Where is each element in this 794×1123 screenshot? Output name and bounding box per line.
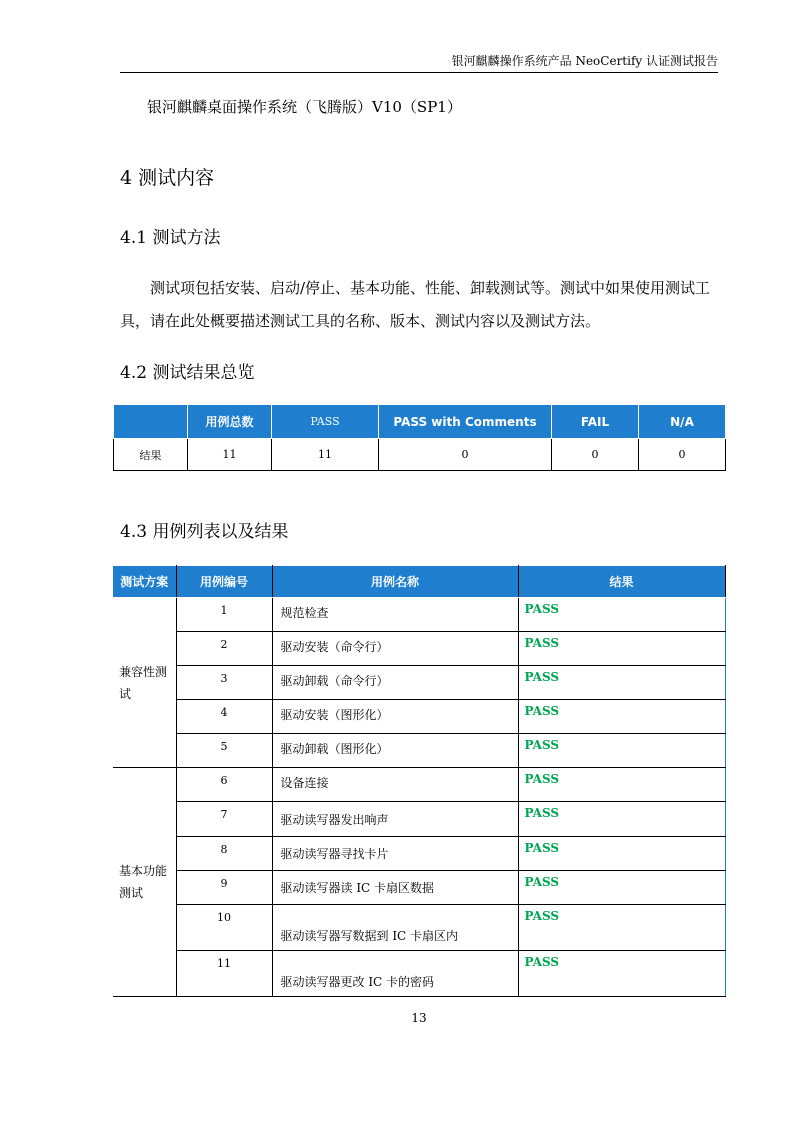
case-name: 驱动安装（命令行） [272,632,518,666]
case-result: PASS [518,871,725,905]
summary-na-value: 0 [639,439,726,471]
section-4-2-title: 4.2 测试结果总览 [120,363,255,383]
case-name: 设备连接 [272,768,518,802]
case-name: 驱动读写器发出响声 [272,802,518,837]
table-row [113,905,725,951]
case-result: PASS [518,837,725,871]
case-result: PASS [518,632,725,666]
case-id: 7 [176,802,272,837]
case-id: 11 [176,951,272,997]
case-name: 驱动读写器更改 IC 卡的密码 [272,951,518,997]
group-label-line: 试 [119,686,132,701]
table-row [113,632,725,666]
table-row [113,734,725,768]
section-4-1-title: 4.1 测试方法 [120,228,221,248]
table-row [113,700,725,734]
group-label-line: 基本功能 [119,864,168,878]
product-name: 银河麒麟桌面操作系统（飞腾版）V10（SP1） [147,98,462,116]
test-method-paragraph [120,272,718,338]
case-name: 驱动安装（图形化） [272,700,518,734]
case-list-table [113,565,726,997]
case-header-result: 结果 [518,566,725,598]
group-label-line: 测试 [119,886,144,900]
summary-result-row [114,439,726,471]
summary-table [113,404,726,471]
case-id: 3 [176,666,272,700]
group-label-line: 兼容性测 [119,664,168,679]
summary-pass-value: 11 [272,439,379,471]
case-header-row [113,566,725,598]
summary-fail-value: 0 [552,439,639,471]
case-result: PASS [518,734,725,768]
summary-header-total: 用例总数 [188,405,272,439]
section-4-title: 4 测试内容 [120,167,215,189]
table-row [113,598,725,632]
page-number: 13 [411,1011,427,1025]
table-row [113,768,725,802]
case-id: 6 [176,768,272,802]
case-name: 驱动读写器寻找卡片 [272,837,518,871]
case-id: 9 [176,871,272,905]
case-id: 10 [176,905,272,951]
case-id: 1 [176,598,272,632]
case-name: 驱动读写器读 IC 卡扇区数据 [272,871,518,905]
case-result: PASS [518,768,725,802]
case-name: 驱动读写器写数据到 IC 卡扇区内 [272,905,518,951]
case-header-plan: 测试方案 [113,566,176,598]
table-row [113,951,725,997]
table-row [113,666,725,700]
summary-row-label: 结果 [114,439,188,471]
case-result: PASS [518,951,725,997]
case-result: PASS [518,666,725,700]
case-id: 2 [176,632,272,666]
case-name: 驱动卸载（图形化） [272,734,518,768]
section-4-3-title: 4.3 用例列表以及结果 [120,522,289,542]
summary-header-blank [114,405,188,439]
case-header-id: 用例编号 [176,566,272,598]
table-row [113,837,725,871]
group-compatibility [113,598,176,768]
case-id: 4 [176,700,272,734]
page-header: 银河麒麟操作系统产品 NeoCertify 认证测试报告 [120,52,718,73]
summary-header-pass: PASS [272,405,379,439]
summary-header-row [114,405,726,439]
table-row [113,802,725,837]
paragraph-text: 测试项包括安装、启动/停止、基本功能、性能、卸载测试等。测试中如果使用测试工具，请在此处概要描述测试工具的名称、版本、测试内容以及测试方法。 [120,279,711,330]
case-result: PASS [518,905,725,951]
case-name: 驱动卸载（命令行） [272,666,518,700]
case-id: 5 [176,734,272,768]
summary-header-pass-with-comments: PASS with Comments [379,405,552,439]
table-row [113,871,725,905]
summary-header-na: N/A [639,405,726,439]
case-result: PASS [518,700,725,734]
group-basic-function [113,768,176,997]
summary-pass-comments-value: 0 [379,439,552,471]
case-result: PASS [518,802,725,837]
case-name: 规范检查 [272,598,518,632]
summary-total-value: 11 [188,439,272,471]
summary-header-fail: FAIL [552,405,639,439]
case-result: PASS [518,598,725,632]
case-id: 8 [176,837,272,871]
case-header-name: 用例名称 [272,566,518,598]
